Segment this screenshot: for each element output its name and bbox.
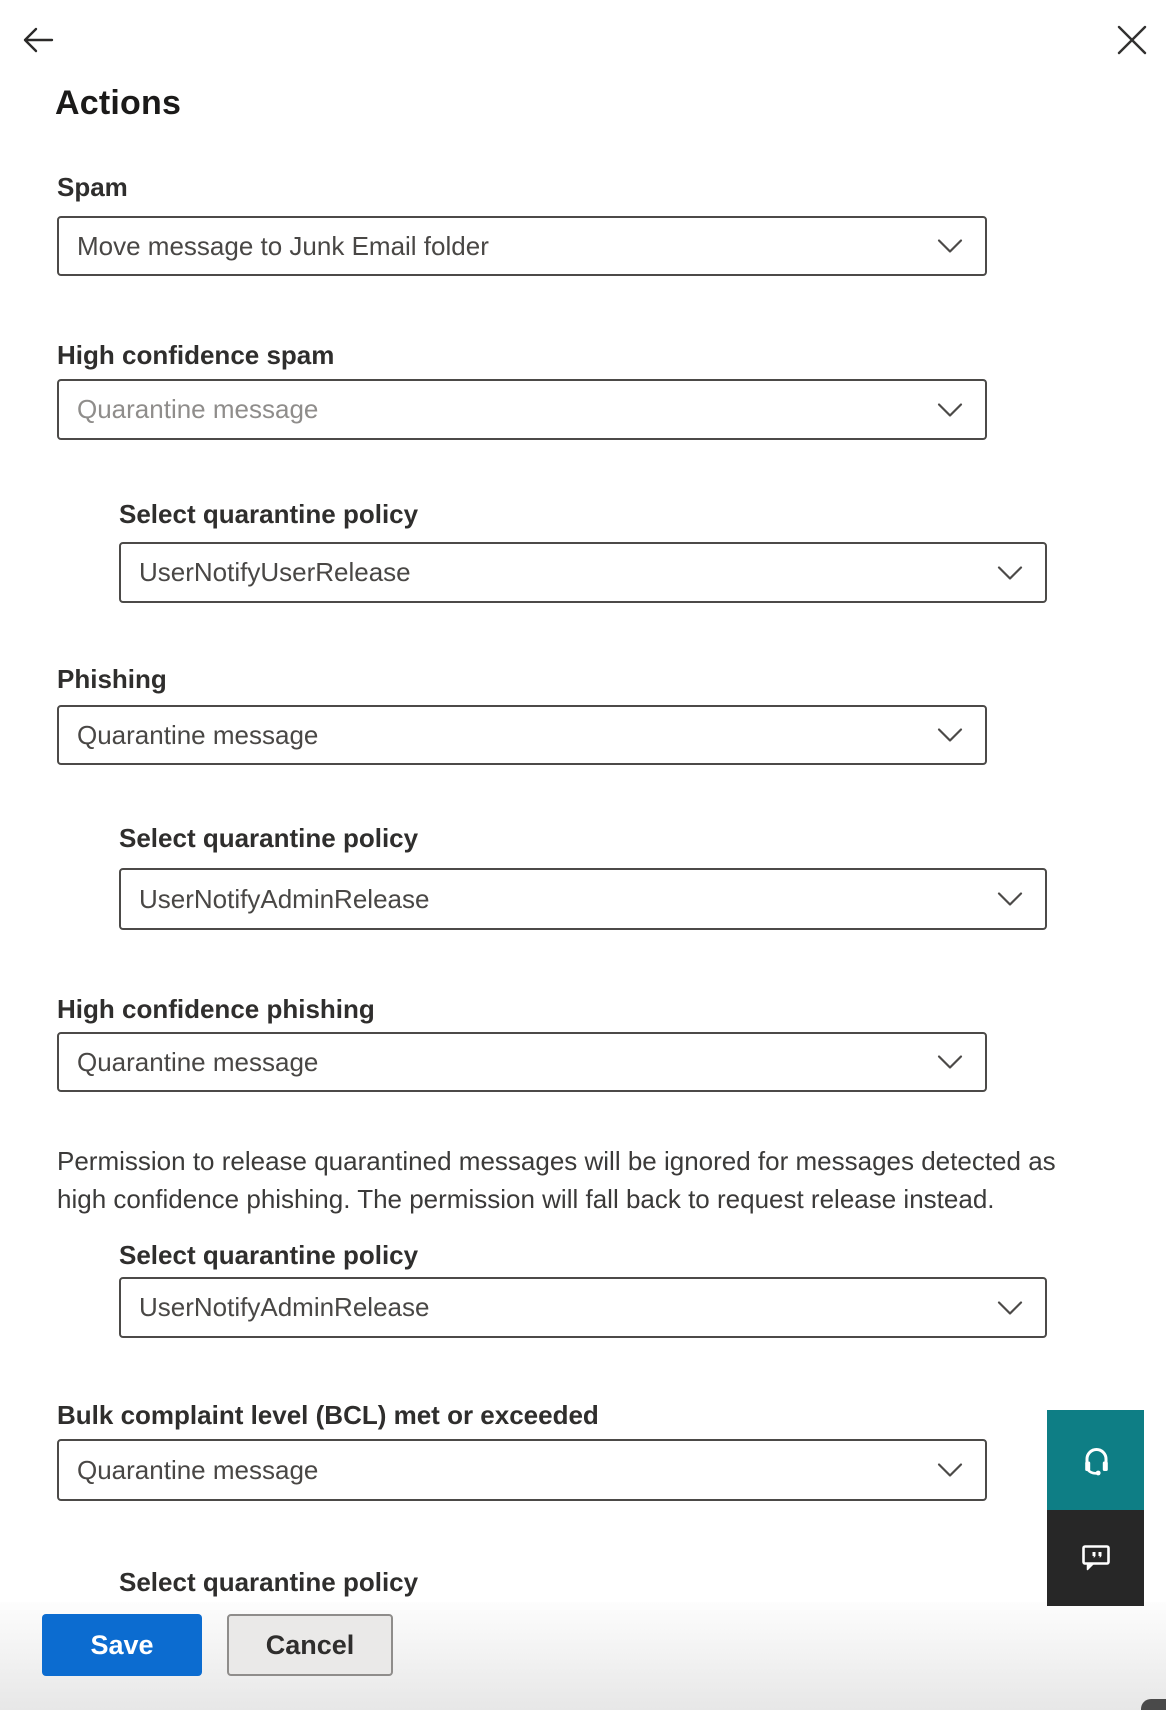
chevron-down-icon <box>997 1300 1023 1315</box>
high-confidence-phishing-dropdown[interactable] <box>57 1032 987 1092</box>
chevron-down-icon <box>937 1055 963 1070</box>
footer-action-bar <box>0 1602 1166 1710</box>
phishing-label: Phishing <box>57 664 167 694</box>
hcp-quarantine-policy-label: Select quarantine policy <box>119 1240 419 1270</box>
chevron-down-icon <box>937 1463 963 1478</box>
spam-dropdown[interactable] <box>57 216 987 276</box>
high-confidence-spam-dropdown[interactable] <box>57 379 987 440</box>
dropdown-value: Quarantine message <box>77 719 319 750</box>
chevron-down-icon <box>997 565 1023 580</box>
support-button[interactable] <box>1047 1410 1144 1510</box>
hcs-quarantine-policy-label: Select quarantine policy <box>119 499 419 529</box>
cancel-button[interactable]: Cancel <box>227 1614 393 1676</box>
chat-bubble-icon <box>1074 1536 1118 1580</box>
close-button[interactable] <box>1112 20 1152 60</box>
close-x-icon <box>1112 20 1152 60</box>
chevron-down-icon <box>937 239 963 254</box>
headset-icon <box>1074 1438 1118 1482</box>
chevron-down-icon <box>937 402 963 417</box>
dropdown-value: Quarantine message <box>77 394 319 424</box>
phishing-quarantine-policy-dropdown[interactable] <box>119 868 1047 930</box>
dropdown-value: UserNotifyAdminRelease <box>139 883 430 914</box>
high-confidence-phishing-label: High confidence phishing <box>57 994 375 1024</box>
high-confidence-spam-label: High confidence spam <box>57 340 335 370</box>
dropdown-value: Quarantine message <box>77 1454 319 1485</box>
save-button[interactable]: Save <box>42 1614 202 1676</box>
chevron-down-icon <box>937 728 963 743</box>
arrow-left-icon <box>18 20 58 60</box>
dropdown-value: Quarantine message <box>77 1046 319 1077</box>
dropdown-value: UserNotifyUserRelease <box>139 557 411 587</box>
hcs-quarantine-policy-dropdown[interactable] <box>119 542 1047 603</box>
hcp-permission-note <box>57 1142 1057 1218</box>
clipped-quarantine-policy-label: Select quarantine policy <box>119 1567 419 1597</box>
back-button[interactable] <box>18 20 58 60</box>
feedback-button[interactable] <box>1047 1510 1144 1606</box>
chevron-down-icon <box>997 892 1023 907</box>
phishing-quarantine-policy-label: Select quarantine policy <box>119 823 419 853</box>
note-line-2: high confidence phishing. The permission will fall back to request release instead. <box>57 1184 995 1214</box>
page-title: Actions <box>55 84 182 122</box>
note-line-1: Permission to release quarantined messages will be ignored for messages detected as <box>57 1146 1056 1176</box>
spam-label: Spam <box>57 172 128 202</box>
scrollbar-corner <box>1141 1699 1166 1710</box>
bcl-dropdown[interactable] <box>57 1439 987 1501</box>
dropdown-value: Move message to Junk Email folder <box>77 230 489 261</box>
bcl-label: Bulk complaint level (BCL) met or exceeded <box>57 1400 599 1430</box>
phishing-dropdown[interactable] <box>57 705 987 765</box>
dropdown-value: UserNotifyAdminRelease <box>139 1292 430 1322</box>
hcp-quarantine-policy-dropdown[interactable] <box>119 1277 1047 1338</box>
